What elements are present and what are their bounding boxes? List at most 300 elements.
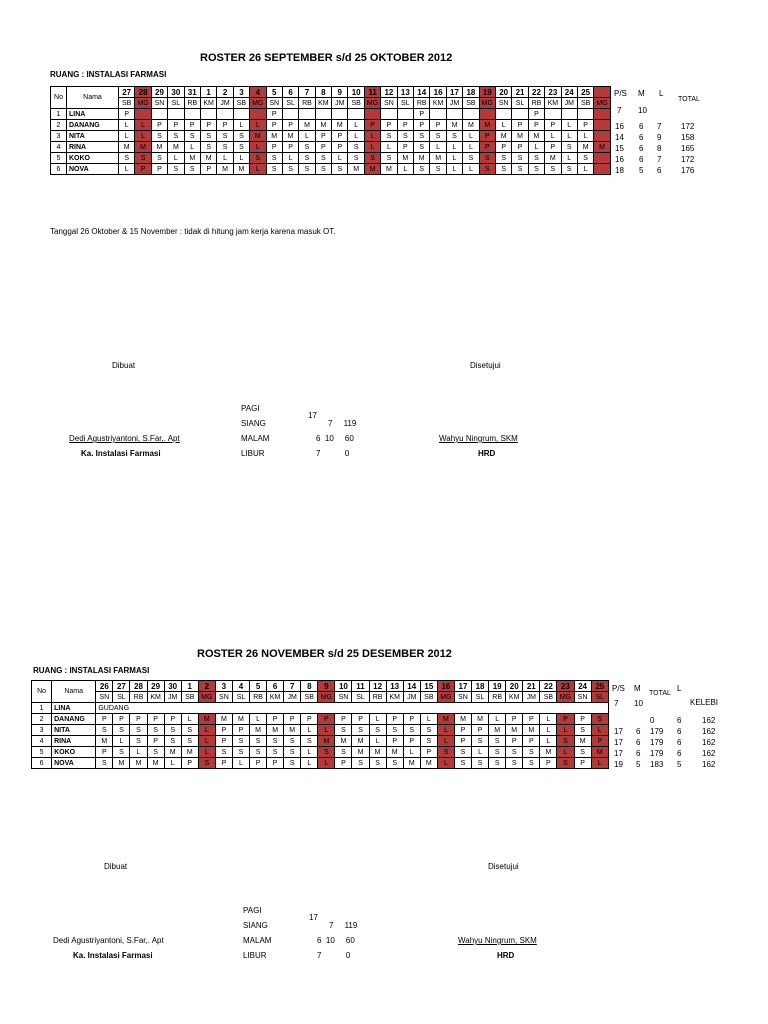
shift-cell: M: [215, 714, 232, 725]
day-number: 4: [250, 87, 266, 98]
shift-cell: L: [119, 120, 135, 131]
total-kelebi: 162: [702, 716, 716, 725]
shift-cell: P: [130, 714, 147, 725]
shift-cell: [479, 109, 495, 120]
shift-cell: [364, 109, 380, 120]
total-m: 5: [636, 760, 641, 769]
shift-cell: M: [151, 142, 167, 153]
shift-cell: S: [233, 131, 249, 142]
total-ps: 17: [614, 727, 623, 736]
shift-libur-vals-2: 7 0: [317, 951, 351, 960]
signer-left-1: Dedi Agustriyantoni, S.Far,. Apt: [69, 434, 180, 443]
total-ps: 19: [614, 760, 623, 769]
shift-cell: S: [164, 736, 181, 747]
weekday: KM: [315, 98, 331, 109]
shift-cell: M: [135, 142, 151, 153]
shift-cell: S: [446, 131, 462, 142]
weekday: JM: [523, 692, 540, 703]
day-number: 19: [479, 87, 495, 98]
shift-cell: S: [151, 131, 167, 142]
shift-cell: S: [147, 725, 164, 736]
shift-cell: M: [420, 758, 437, 769]
total-ps: 16: [615, 155, 624, 164]
day-number: 27: [119, 87, 135, 98]
shift-cell: [495, 109, 511, 120]
shift-cell: M: [403, 758, 420, 769]
shift-cell: L: [430, 142, 446, 153]
shift-cell: [594, 120, 610, 131]
day-number: 28: [135, 87, 151, 98]
header-nama: Nama: [67, 87, 119, 109]
row-no: 1: [32, 703, 52, 714]
shift-cell: L: [437, 725, 454, 736]
totals-total-header-1: TOTAL: [678, 96, 700, 103]
shift-cell: M: [250, 725, 267, 736]
day-number: 2: [217, 87, 233, 98]
row-no: 4: [32, 736, 52, 747]
weekday: KM: [386, 692, 403, 703]
shift-cell: S: [489, 747, 506, 758]
shift-cell: S: [528, 153, 544, 164]
shift-17-2: 17: [309, 913, 318, 922]
shift-cell: P: [267, 758, 284, 769]
shift-cell: L: [591, 758, 608, 769]
shift-cell: S: [472, 736, 489, 747]
shift-cell: L: [318, 725, 335, 736]
shift-cell: S: [233, 142, 249, 153]
shift-cell: S: [381, 153, 397, 164]
shift-cell: S: [454, 758, 471, 769]
signer-right-1: Wahyu Ningrum, SKM: [439, 434, 518, 443]
shift-cell: S: [523, 758, 540, 769]
shift-cell: [299, 109, 315, 120]
shift-cell: P: [215, 725, 232, 736]
header-nama: Nama: [52, 681, 96, 703]
shift-cell: S: [561, 164, 577, 175]
shift-cell: P: [397, 120, 413, 131]
day-number: 28: [130, 681, 147, 692]
shift-cell: L: [250, 164, 266, 175]
weekday: KM: [267, 692, 284, 703]
shift-cell: P: [200, 120, 216, 131]
weekday: KM: [200, 98, 216, 109]
roster-title-2: ROSTER 26 NOVEMBER s/d 25 DESEMBER 2012: [197, 648, 452, 660]
shift-cell: P: [574, 714, 591, 725]
weekday: SL: [232, 692, 249, 703]
day-number: 1: [200, 87, 216, 98]
total-kelebi: 162: [702, 749, 716, 758]
shift-cell: L: [318, 758, 335, 769]
shift-cell: M: [184, 153, 200, 164]
shift-cell: S: [200, 131, 216, 142]
shift-cell: S: [414, 131, 430, 142]
shift-cell: S: [403, 725, 420, 736]
day-number: 18: [463, 87, 479, 98]
shift-cell: S: [164, 725, 181, 736]
shift-cell: S: [386, 758, 403, 769]
shift-cell: M: [299, 120, 315, 131]
shift-cell: P: [315, 142, 331, 153]
day-number: [594, 87, 610, 98]
shift-cell: P: [420, 747, 437, 758]
shift-siang-vals-1: 7 119: [328, 419, 357, 428]
day-number: 10: [348, 87, 364, 98]
role-right-1: HRD: [478, 449, 496, 458]
shift-cell: L: [119, 131, 135, 142]
shift-cell: P: [386, 714, 403, 725]
shift-cell: M: [315, 120, 331, 131]
shift-cell: S: [557, 758, 574, 769]
shift-cell: M: [332, 120, 348, 131]
shift-libur-1: LIBUR: [241, 449, 265, 458]
weekday: RB: [489, 692, 506, 703]
shift-cell: L: [348, 131, 364, 142]
shift-cell: S: [184, 164, 200, 175]
shift-cell: P: [414, 120, 430, 131]
total-total: 179: [650, 749, 664, 758]
total-l: 9: [657, 133, 662, 142]
ruang-label-1: RUANG : INSTALASI FARMASI: [50, 70, 167, 79]
total-l: 6: [677, 727, 682, 736]
shift-cell: [135, 109, 151, 120]
shift-cell: P: [217, 120, 233, 131]
shift-cell: L: [348, 120, 364, 131]
day-number: 4: [232, 681, 249, 692]
shift-cell: [594, 153, 610, 164]
shift-cell: M: [119, 142, 135, 153]
shift-cell: P: [282, 142, 298, 153]
shift-cell: P: [512, 120, 528, 131]
day-number: 9: [332, 87, 348, 98]
row-name: KOKO: [67, 153, 119, 164]
shift-cell: S: [96, 725, 113, 736]
day-number: 17: [454, 681, 471, 692]
day-number: 6: [282, 87, 298, 98]
shift-cell: S: [420, 725, 437, 736]
ot-note: Tanggal 26 Oktober & 15 November : tidak di hitung jam kerja karena masuk OT.: [50, 227, 336, 236]
shift-cell: P: [335, 758, 352, 769]
shift-cell: P: [506, 714, 523, 725]
shift-cell: L: [282, 153, 298, 164]
total-total: 172: [681, 122, 695, 131]
weekday: SN: [574, 692, 591, 703]
shift-cell: S: [119, 153, 135, 164]
shift-cell: L: [217, 153, 233, 164]
weekday: SB: [181, 692, 198, 703]
shift-cell: L: [463, 164, 479, 175]
day-number: 21: [512, 87, 528, 98]
shift-cell: M: [577, 142, 593, 153]
total-total: 176: [681, 166, 695, 175]
table-row: [51, 109, 611, 120]
shift-cell: S: [489, 736, 506, 747]
shift-cell: P: [540, 758, 557, 769]
shift-cell: [250, 109, 266, 120]
shift-malam-vals-1: 6 10 60: [316, 434, 354, 443]
weekday: MG: [135, 98, 151, 109]
shift-cell: P: [332, 131, 348, 142]
total-m: 6: [639, 155, 644, 164]
table-row: [51, 131, 611, 142]
row-no: 5: [32, 747, 52, 758]
day-number: 3: [233, 87, 249, 98]
weekday: RB: [130, 692, 147, 703]
total-m: 5: [639, 166, 644, 175]
shift-malam-2: MALAM: [243, 936, 272, 945]
day-number: 29: [147, 681, 164, 692]
shift-libur-2: LIBUR: [243, 951, 267, 960]
weekday: KM: [147, 692, 164, 703]
shift-cell: [397, 109, 413, 120]
shift-cell: S: [282, 164, 298, 175]
shift-cell: P: [528, 109, 544, 120]
shift-cell: S: [348, 142, 364, 153]
shift-cell: M: [352, 736, 369, 747]
shift-cell: S: [479, 153, 495, 164]
shift-cell: L: [113, 736, 130, 747]
shift-cell: M: [489, 725, 506, 736]
total-ps: 18: [615, 166, 624, 175]
day-number: 12: [381, 87, 397, 98]
day-number: 6: [267, 681, 284, 692]
shift-cell: P: [184, 120, 200, 131]
day-number: 16: [437, 681, 454, 692]
day-number: 11: [352, 681, 369, 692]
shift-cell: L: [420, 714, 437, 725]
shift-cell: L: [232, 758, 249, 769]
shift-cell: S: [250, 747, 267, 758]
shift-cell: M: [130, 758, 147, 769]
shift-cell: P: [147, 736, 164, 747]
shift-cell: L: [463, 142, 479, 153]
weekday: RB: [528, 98, 544, 109]
shift-cell: S: [557, 736, 574, 747]
shift-pagi-2: PAGI: [243, 906, 262, 915]
shift-cell: L: [198, 736, 215, 747]
total-m: 6: [639, 133, 644, 142]
day-number: 24: [561, 87, 577, 98]
shift-cell: P: [113, 714, 130, 725]
shift-cell: M: [437, 714, 454, 725]
weekday: MG: [318, 692, 335, 703]
shift-cell: P: [591, 736, 608, 747]
shift-cell: L: [198, 747, 215, 758]
shift-cell: S: [335, 725, 352, 736]
total-m: 6: [639, 144, 644, 153]
weekday: SN: [335, 692, 352, 703]
shift-cell: S: [489, 758, 506, 769]
weekday: SN: [151, 98, 167, 109]
shift-cell: L: [472, 747, 489, 758]
shift-cell: M: [164, 747, 181, 758]
signer-left-2: Dedi Agustriyantoni, S.Far,. Apt: [53, 936, 164, 945]
weekday: SB: [348, 98, 364, 109]
shift-cell: [217, 109, 233, 120]
weekday: RB: [414, 98, 430, 109]
shift-cell: P: [200, 164, 216, 175]
shift-cell: M: [147, 758, 164, 769]
total-m: 6: [636, 727, 641, 736]
shift-cell: P: [528, 120, 544, 131]
shift-cell: M: [369, 747, 386, 758]
weekday: SL: [512, 98, 528, 109]
total-l: 5: [677, 760, 682, 769]
shift-cell: S: [332, 164, 348, 175]
shift-cell: S: [364, 153, 380, 164]
weekday: SN: [381, 98, 397, 109]
shift-cell: S: [386, 725, 403, 736]
weekday: SB: [577, 98, 593, 109]
shift-cell: P: [454, 736, 471, 747]
shift-cell: P: [335, 714, 352, 725]
weekday: RB: [184, 98, 200, 109]
shift-cell: P: [414, 109, 430, 120]
day-number: 2: [198, 681, 215, 692]
shift-cell: M: [335, 736, 352, 747]
shift-cell: S: [198, 758, 215, 769]
weekday: SN: [266, 98, 282, 109]
day-number: 7: [299, 87, 315, 98]
table-row: [32, 758, 609, 769]
day-number: 16: [430, 87, 446, 98]
shift-cell: P: [523, 736, 540, 747]
shift-cell: S: [113, 747, 130, 758]
shift-cell: L: [545, 131, 561, 142]
shift-libur-vals-1: 7 0: [316, 449, 350, 458]
day-number: 31: [184, 87, 200, 98]
totals-ps-header-1: P/S: [614, 89, 627, 98]
weekday: SB: [540, 692, 557, 703]
shift-cell: L: [119, 164, 135, 175]
weekday: JM: [217, 98, 233, 109]
shift-cell: M: [545, 153, 561, 164]
shift-cell: M: [266, 131, 282, 142]
shift-cell: S: [561, 142, 577, 153]
shift-cell: M: [523, 725, 540, 736]
shift-cell: P: [577, 120, 593, 131]
day-number: 5: [250, 681, 267, 692]
shift-cell: M: [364, 164, 380, 175]
shift-cell: S: [284, 736, 301, 747]
shift-cell: S: [523, 747, 540, 758]
shift-cell: S: [232, 736, 249, 747]
shift-cell: S: [512, 164, 528, 175]
shift-cell: M: [113, 758, 130, 769]
row-no: 2: [32, 714, 52, 725]
shift-cell: L: [181, 714, 198, 725]
shift-cell: P: [215, 736, 232, 747]
shift-cell: S: [506, 758, 523, 769]
row-no: 2: [51, 120, 67, 131]
shift-cell: L: [299, 131, 315, 142]
shift-cell: S: [352, 758, 369, 769]
shift-pagi-1: PAGI: [241, 404, 260, 413]
shift-cell: [200, 109, 216, 120]
shift-cell: S: [232, 747, 249, 758]
day-number: 23: [545, 87, 561, 98]
shift-cell: M: [318, 736, 335, 747]
day-number: 24: [574, 681, 591, 692]
roster-table-2: [31, 680, 609, 769]
table-row: [32, 736, 609, 747]
day-number: 20: [506, 681, 523, 692]
table-row: [51, 164, 611, 175]
header-no: No: [51, 87, 67, 109]
total-m: 6: [636, 738, 641, 747]
weekday: SN: [96, 692, 113, 703]
shift-cell: M: [282, 131, 298, 142]
shift-cell: S: [315, 153, 331, 164]
shift-cell: S: [437, 747, 454, 758]
day-number: 20: [495, 87, 511, 98]
day-number: 14: [403, 681, 420, 692]
total-ps: 17: [614, 738, 623, 747]
shift-cell: L: [528, 142, 544, 153]
totals-ps-sub-1: 7: [617, 106, 622, 115]
shift-cell: S: [495, 164, 511, 175]
day-number: 17: [446, 87, 462, 98]
weekday: SN: [454, 692, 471, 703]
shift-cell: P: [479, 142, 495, 153]
shift-cell: S: [528, 164, 544, 175]
shift-cell: S: [181, 725, 198, 736]
shift-cell: L: [437, 758, 454, 769]
shift-cell: [151, 109, 167, 120]
shift-cell: P: [267, 714, 284, 725]
shift-cell: S: [315, 164, 331, 175]
total-ps: 17: [614, 749, 623, 758]
shift-cell: S: [348, 153, 364, 164]
shift-cell: M: [198, 714, 215, 725]
shift-cell: S: [369, 725, 386, 736]
shift-cell: P: [181, 758, 198, 769]
shift-cell: [594, 109, 610, 120]
role-left-1: Ka. Instalasi Farmasi: [81, 449, 161, 458]
shift-cell: S: [397, 131, 413, 142]
day-number: 7: [284, 681, 301, 692]
weekday: RB: [369, 692, 386, 703]
shift-cell: L: [446, 153, 462, 164]
shift-cell: [233, 109, 249, 120]
shift-cell: P: [495, 142, 511, 153]
shift-cell: S: [472, 758, 489, 769]
shift-cell: P: [397, 142, 413, 153]
shift-cell: S: [299, 142, 315, 153]
day-number: 12: [369, 681, 386, 692]
shift-cell: L: [437, 736, 454, 747]
shift-cell: S: [168, 164, 184, 175]
shift-cell: P: [282, 120, 298, 131]
shift-cell: S: [181, 736, 198, 747]
shift-cell: S: [545, 164, 561, 175]
day-number: 30: [168, 87, 184, 98]
shift-cell: S: [266, 164, 282, 175]
shift-cell: P: [266, 120, 282, 131]
day-number: 1: [181, 681, 198, 692]
shift-cell: M: [397, 153, 413, 164]
shift-cell: S: [352, 725, 369, 736]
shift-cell: L: [540, 736, 557, 747]
weekday: MG: [437, 692, 454, 703]
total-kelebi: 162: [702, 738, 716, 747]
shift-cell: L: [557, 725, 574, 736]
shift-cell: P: [454, 725, 471, 736]
shift-cell: [512, 109, 528, 120]
signer-right-2: Wahyu Ningrum, SKM: [458, 936, 537, 945]
shift-cell: S: [96, 758, 113, 769]
total-kelebi: 162: [702, 760, 716, 769]
total-l: 6: [657, 166, 662, 175]
